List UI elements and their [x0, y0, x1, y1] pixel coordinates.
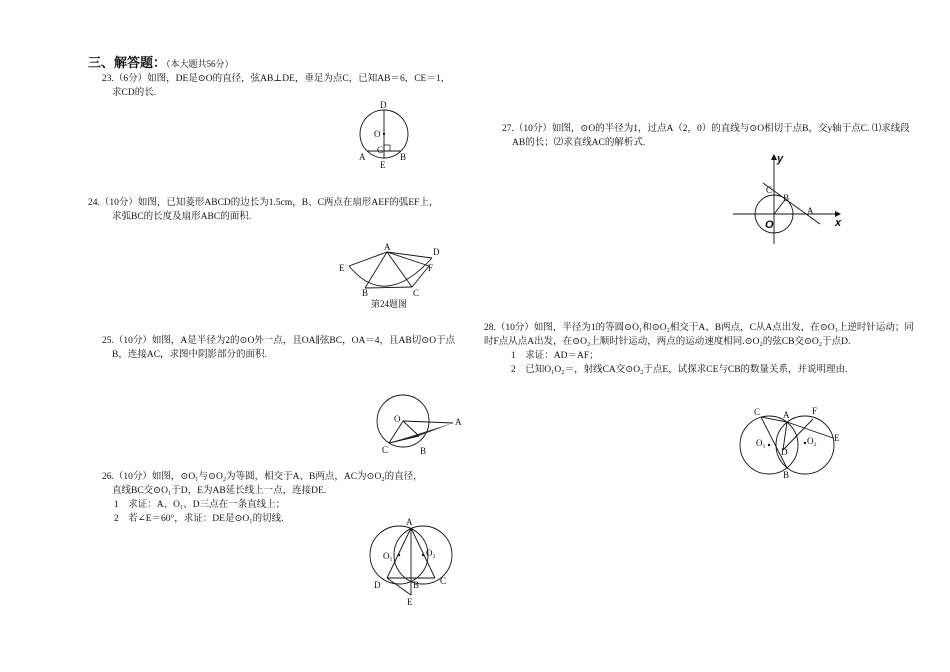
q23-label-o: O	[374, 129, 381, 139]
q23-label-c: C	[377, 145, 384, 155]
q26-label-o2: O₂	[426, 548, 436, 558]
q24-label-a: A	[384, 242, 391, 252]
q24-label-d: D	[433, 247, 440, 257]
q28-label-b: B	[783, 470, 790, 480]
q27-line2: AB的长；⑵求直线AC的解析式.	[512, 138, 646, 148]
q23-label-b: B	[400, 152, 407, 162]
section-heading	[88, 52, 234, 71]
q24-line1: 24.（10分）如图，已知菱形ABCD的边长为1.5cm，B、C两点在扇形AEF的弧EF上，	[88, 198, 439, 208]
question-28	[484, 321, 914, 377]
q25-label-a: A	[455, 417, 462, 427]
q28-item1: 1 求证：AD＝AF；	[511, 351, 599, 361]
q26-line1: 26.（10分）如图，⊙O₁与⊙O₂为等圆，相交于A、B两点，AC为⊙O₂的直径，	[102, 472, 423, 482]
q27-label-o: O	[765, 219, 774, 231]
q28-label-d: D	[781, 447, 788, 457]
q28-label-o1: O₁	[756, 438, 766, 448]
q25-figure	[375, 395, 470, 460]
q27-line1: 27.（10分）如图，⊙O的半径为1，过点A（2，0）的直线与⊙O相切于点B，交y轴于点C. ⑴求线段	[502, 124, 910, 134]
q28-label-c: C	[754, 407, 761, 417]
q28-line1: 28.（10分）如图，半径为1的等圆⊙O₁和⊙O₂相交于A、B两点，C从A点出发，在⊙O₁上逆时针运动；同	[484, 323, 914, 333]
q24-label-c: C	[413, 288, 420, 298]
q23-figure	[350, 100, 430, 175]
q27-label-a: A	[807, 206, 814, 216]
q28-figure	[735, 400, 850, 485]
q24-label-b: B	[362, 288, 369, 298]
q26-label-e: E	[407, 597, 413, 607]
question-23	[102, 72, 450, 100]
q26-label-o1: O₁	[383, 551, 393, 561]
q28-label-a: A	[783, 410, 790, 420]
q25-label-b: B	[420, 446, 427, 456]
question-27	[502, 122, 910, 150]
q24-line2: 求弧BC的长度及扇形ABC的面积.	[112, 212, 252, 222]
question-25	[102, 334, 455, 362]
q27-figure	[725, 150, 845, 250]
q25-label-c: C	[382, 445, 389, 455]
q23-label-a: A	[359, 152, 366, 162]
q27-axis-x: x	[835, 217, 842, 229]
q27-label-c: C	[766, 185, 773, 195]
section-note: （本大题共56分）	[166, 59, 234, 69]
question-24	[88, 196, 438, 224]
q26-label-b: B	[413, 580, 420, 590]
q23-label-e: E	[380, 160, 386, 170]
q24-figure	[335, 240, 455, 312]
q24-label-e: E	[339, 263, 345, 273]
q24-caption: 第24题图	[371, 299, 408, 309]
q23-label-d: D	[380, 100, 387, 110]
q28-item2: 2 已知O₁O₂＝，射线CA交⊙O₂于点E，试探求CE与CB的数量关系，并说明理由.	[511, 365, 848, 375]
q28-line2: 时F点从点A出发，在⊙O₂上顺时针运动，两点的运动速度相同.⊙O₂的弦CB交⊙O₂于点D.	[484, 337, 851, 347]
q27-axis-y: y	[777, 153, 784, 165]
q28-label-e: E	[834, 433, 840, 443]
q24-label-f: F	[428, 263, 434, 273]
q26-label-c: C	[440, 576, 447, 586]
q25-line1: 25.（10分）如图，A是半径为2的⊙O外一点，且OA∥弦BC，OA＝4，且AB切⊙O于点	[102, 336, 456, 346]
q25-line2: B，连接AC，求图中阴影部分的面积.	[112, 350, 267, 360]
section-title: 三、解答题：	[88, 55, 167, 70]
q25-label-o: O	[394, 414, 401, 424]
q26-label-d: D	[374, 580, 381, 590]
q23-line1: 23.（6分）如图，DE是⊙O的直径，弦AB⊥DE，垂足为点C，已知AB＝6，CE＝1，	[102, 74, 451, 84]
q26-label-a: A	[406, 517, 413, 527]
q26-item1: 1 求证：A、O₁、D三点在一条直线上；	[114, 500, 286, 510]
q27-label-b: B	[783, 193, 790, 203]
q23-line2: 求CD的长.	[112, 88, 157, 98]
q28-label-f: F	[812, 406, 818, 416]
q26-item2: 2 若∠E＝60°，求证：DE是⊙O₁的切线.	[114, 514, 284, 524]
q26-line2: 直线BC交⊙O₁于D，E为AB延长线上一点，连接DE.	[112, 486, 327, 496]
q26-figure	[365, 515, 465, 610]
q28-label-o2: O₂	[807, 436, 817, 446]
